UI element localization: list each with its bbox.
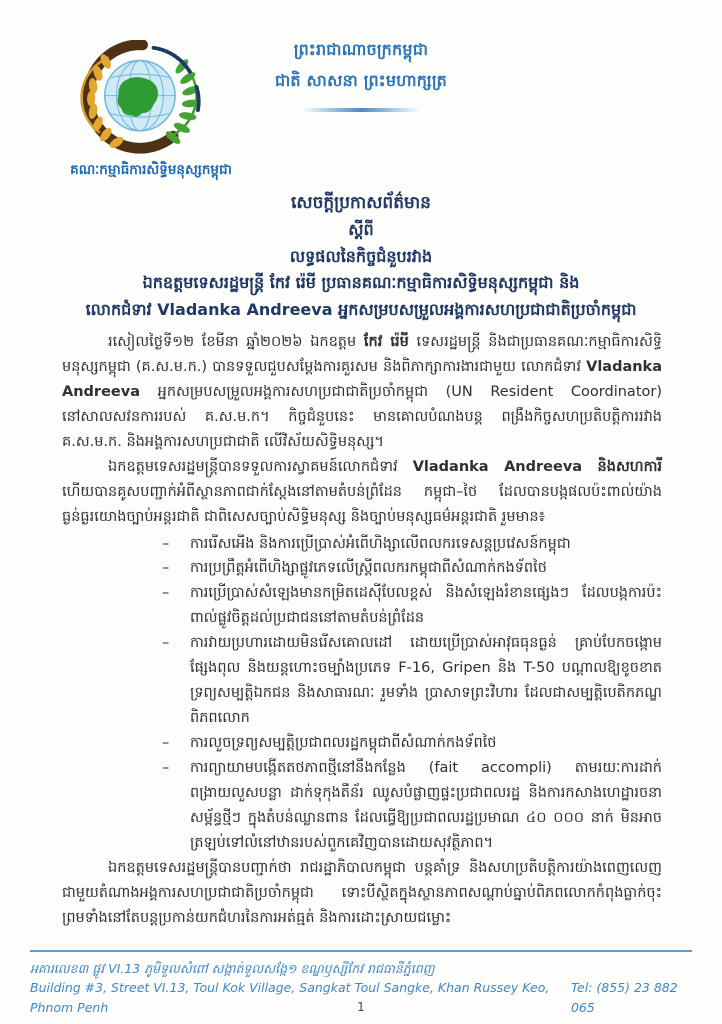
list-item <box>162 631 662 731</box>
footer-address-english: Building #3, Street VI.13, Toul Kok Village, Sangkat Toul Sangke, Khan Russey Keo, Phnom Penh <box>30 980 550 1015</box>
dash-bullet-icon: – <box>162 560 170 577</box>
document-body <box>62 330 662 931</box>
title-line-regarding: ស្តីពី <box>348 220 374 239</box>
list-item-text: ការប្រើប្រាស់សំឡេងមានកម្រិតដេស៊ីបែលខ្ពស់ និងសំឡេងរំខានផ្សេងៗ ដែលបង្កការប៉ះពាល់ផ្លូវចិត្តដល់ប្រជាជននៅតាមតំបន់ព្រំដែន <box>190 585 662 627</box>
paragraph-1-text: រសៀលថ្ងៃទី១២ ខែមីនា ឆ្នាំ២០២៦ ឯកឧត្តម <box>108 334 364 350</box>
un-coordinator-name: Vladanka Andreeva <box>62 358 662 400</box>
list-item <box>162 581 662 631</box>
page-number: 1 <box>357 1000 365 1014</box>
un-coordinator-name: Vladanka Andreeva និងសហការី <box>412 458 662 475</box>
header-divider <box>302 108 420 112</box>
list-item-text: ការវាយប្រហារដោយមិនរើសគោលដៅ ដោយប្រើប្រាស់អាវុធធុនធ្ងន់ គ្រាប់បែកចង្កោម ផ្សែងពុល និងយន្តហោះចម្បាំងប្រភេទ F-16, Gripen និង T-50 បណ្តាលឱ្យខូចខាត ទ្រព្យសម្បត្តិឯកជន និងសាធារណៈ រួមទាំង ប្រាសាទព្រះវិហារ ដែលជាសម្បត្តិបេតិកភណ្ឌពិភពលោក <box>190 635 662 727</box>
footer-telephone: Tel: (855) 23 882 065 <box>570 980 678 1015</box>
title-line-subject: លទ្ធផលនៃកិច្ចជំនួបរវាង <box>289 246 433 266</box>
list-item-text: ការព្យាយាមបង្កើតតថភាពថ្មីនៅនឹងកន្លែង (fait accompli) តាមរយៈការដាក់ពង្រាយលួសបន្លា ដាក់ទុកុងតឺន័រ ឈូសបំផ្លាញផ្ទះប្រជាពលរដ្ឋ និងការកសាងហេដ្ឋារចនាសម្ព័ន្ធថ្មីៗ ក្នុងតំបន់ឈ្លានពាន ដែលធ្វើឱ្យប្រជាពលរដ្ឋប្រមាណ ៤០ ០០០ នាក់ មិនអាចត្រឡប់ទៅលំនៅឋានរបស់ពួកគេវិញបានដោយសុវត្ថិភាព។ <box>190 759 662 851</box>
title-line-party-2: លោកជំទាវ Vladanka Andreeva អ្នកសម្របសម្រួលអង្គការសហប្រជាជាតិប្រចាំកម្ពុជា <box>85 299 637 319</box>
list-item <box>162 731 662 756</box>
dash-bullet-icon: – <box>162 759 170 776</box>
kingdom-title: ព្រះរាជាណាចក្រកម្ពុជា <box>293 40 429 59</box>
paragraph-2 <box>62 455 662 530</box>
dash-bullet-icon: – <box>162 735 170 751</box>
list-item-text: ការប្រព្រឹត្តអំពើហិង្សាផ្លូវភេទលើស្ត្រីពលករកម្ពុជាពីសំណាក់កងទ័ពថៃ <box>190 560 547 577</box>
paragraph-2-text: ឯកឧត្តមទេសរដ្ឋមន្ត្រីបានទទួលការស្វាគមន៍លោកជំទាវ <box>108 458 413 475</box>
list-item <box>162 532 662 557</box>
committee-emblem <box>54 40 244 166</box>
dash-bullet-icon: – <box>162 535 170 552</box>
minister-name: កែវ រ៉េមី <box>363 334 409 350</box>
press-release-title <box>40 190 682 323</box>
list-item-text: ការរើសអើង និងការប្រើប្រាស់អំពើហិង្សាលើពលករទេសន្តប្រវេសន៍កម្ពុជា <box>190 535 571 552</box>
dash-bullet-icon: – <box>162 585 170 602</box>
title-line-press-release: សេចក្តីប្រកាសព័ត៌មាន <box>291 193 431 213</box>
paragraph-1-text: អ្នកសម្របសម្រួលអង្គការសហប្រជាជាតិប្រចាំកម្ពុជា (UN Resident Coordinator) នៅសាលសវនការរបស់ គ.ស.ម.ក។ កិច្ចជំនួបនេះ មានគោលបំណងបន្ត ពង្រឹងកិច្ចសហប្រតិបត្តិការរវាង គ.ស.ម.ក. និងអង្គការសហប្រជាជាតិ លើវិស័យសិទ្ធិមនុស្ស។ <box>62 383 662 450</box>
dash-bullet-icon: – <box>162 635 170 652</box>
footer-address-khmer: អគារលេខ៣ ផ្លូវ VI.13 ភូមិទួលសំពៅ សង្កាត់ទួលសង្កែ១ ខណ្ឌឫស្សីកែវ រាជធានីភ្នំពេញ <box>30 961 435 976</box>
list-item-text: ការលួចទ្រព្យសម្បត្តិប្រជាពលរដ្ឋកម្ពុជាពីសំណាក់កងទ័ពថៃ <box>190 735 497 751</box>
list-item <box>162 756 662 856</box>
paragraph-2-text: ហើយបានគូសបញ្ជាក់អំពីស្ថានភាពជាក់ស្តែងនៅតាមតំបន់ព្រំដែន កម្ពុជា–ថៃ ដែលបានបង្កផលប៉ះពាល់យ៉ាងធ្ងន់ធ្ងរយោងច្បាប់អន្តរជាតិ ជាពិសេសច្បាប់សិទ្ធិមនុស្ស និងច្បាប់មនុស្សធម៌អន្តរជាតិ រួមមាន៖ <box>62 483 662 525</box>
paragraph-1-text: ទេសរដ្ឋមន្ត្រី និងជាប្រធានគណៈកម្មាធិការសិទ្ធិមនុស្សកម្ពុជា (គ.ស.ម.ក.) បានទទួលជួបសម្តែងការគួរសម និងពិភាក្សាការងារជាមួយ លោកជំទាវ <box>62 334 662 375</box>
violations-list <box>162 532 662 856</box>
title-line-party-1: ឯកឧត្តមទេសរដ្ឋមន្ត្រី កែវ រ៉េមី ប្រធានគណៈកម្មាធិការសិទ្ធិមនុស្សកម្ពុជា និង <box>142 273 580 292</box>
list-item <box>162 556 662 581</box>
committee-name-caption: គណៈកម្មាធិការសិទ្ធិមនុស្សកម្ពុជា <box>70 162 232 178</box>
paragraph-3: ឯកឧត្តមទេសរដ្ឋមន្ត្រីបានបញ្ជាក់ថា រាជរដ្ឋាភិបាលកម្ពុជា បន្តគាំទ្រ និងសហប្រតិបត្តិការយ៉ាងពេញលេញជាមួយតំណាងអង្គការសហប្រជាជាតិប្រចាំកម្ពុជា ទោះបីស្ថិតក្នុងស្ថានភាពសណ្តាប់ធ្នាប់ពិភពលោកកំពុងធ្លាក់ចុះ ព្រមទាំងនៅតែបន្តប្រកាន់យកជំហរនៃការអត់ធ្មត់ និងការដោះស្រាយជម្លោះ <box>62 859 662 926</box>
paragraph-1 <box>62 330 662 455</box>
committee-emblem-icon <box>54 40 220 162</box>
national-motto: ជាតិ សាសនា ព្រះមហាក្សត្រ <box>275 71 447 90</box>
